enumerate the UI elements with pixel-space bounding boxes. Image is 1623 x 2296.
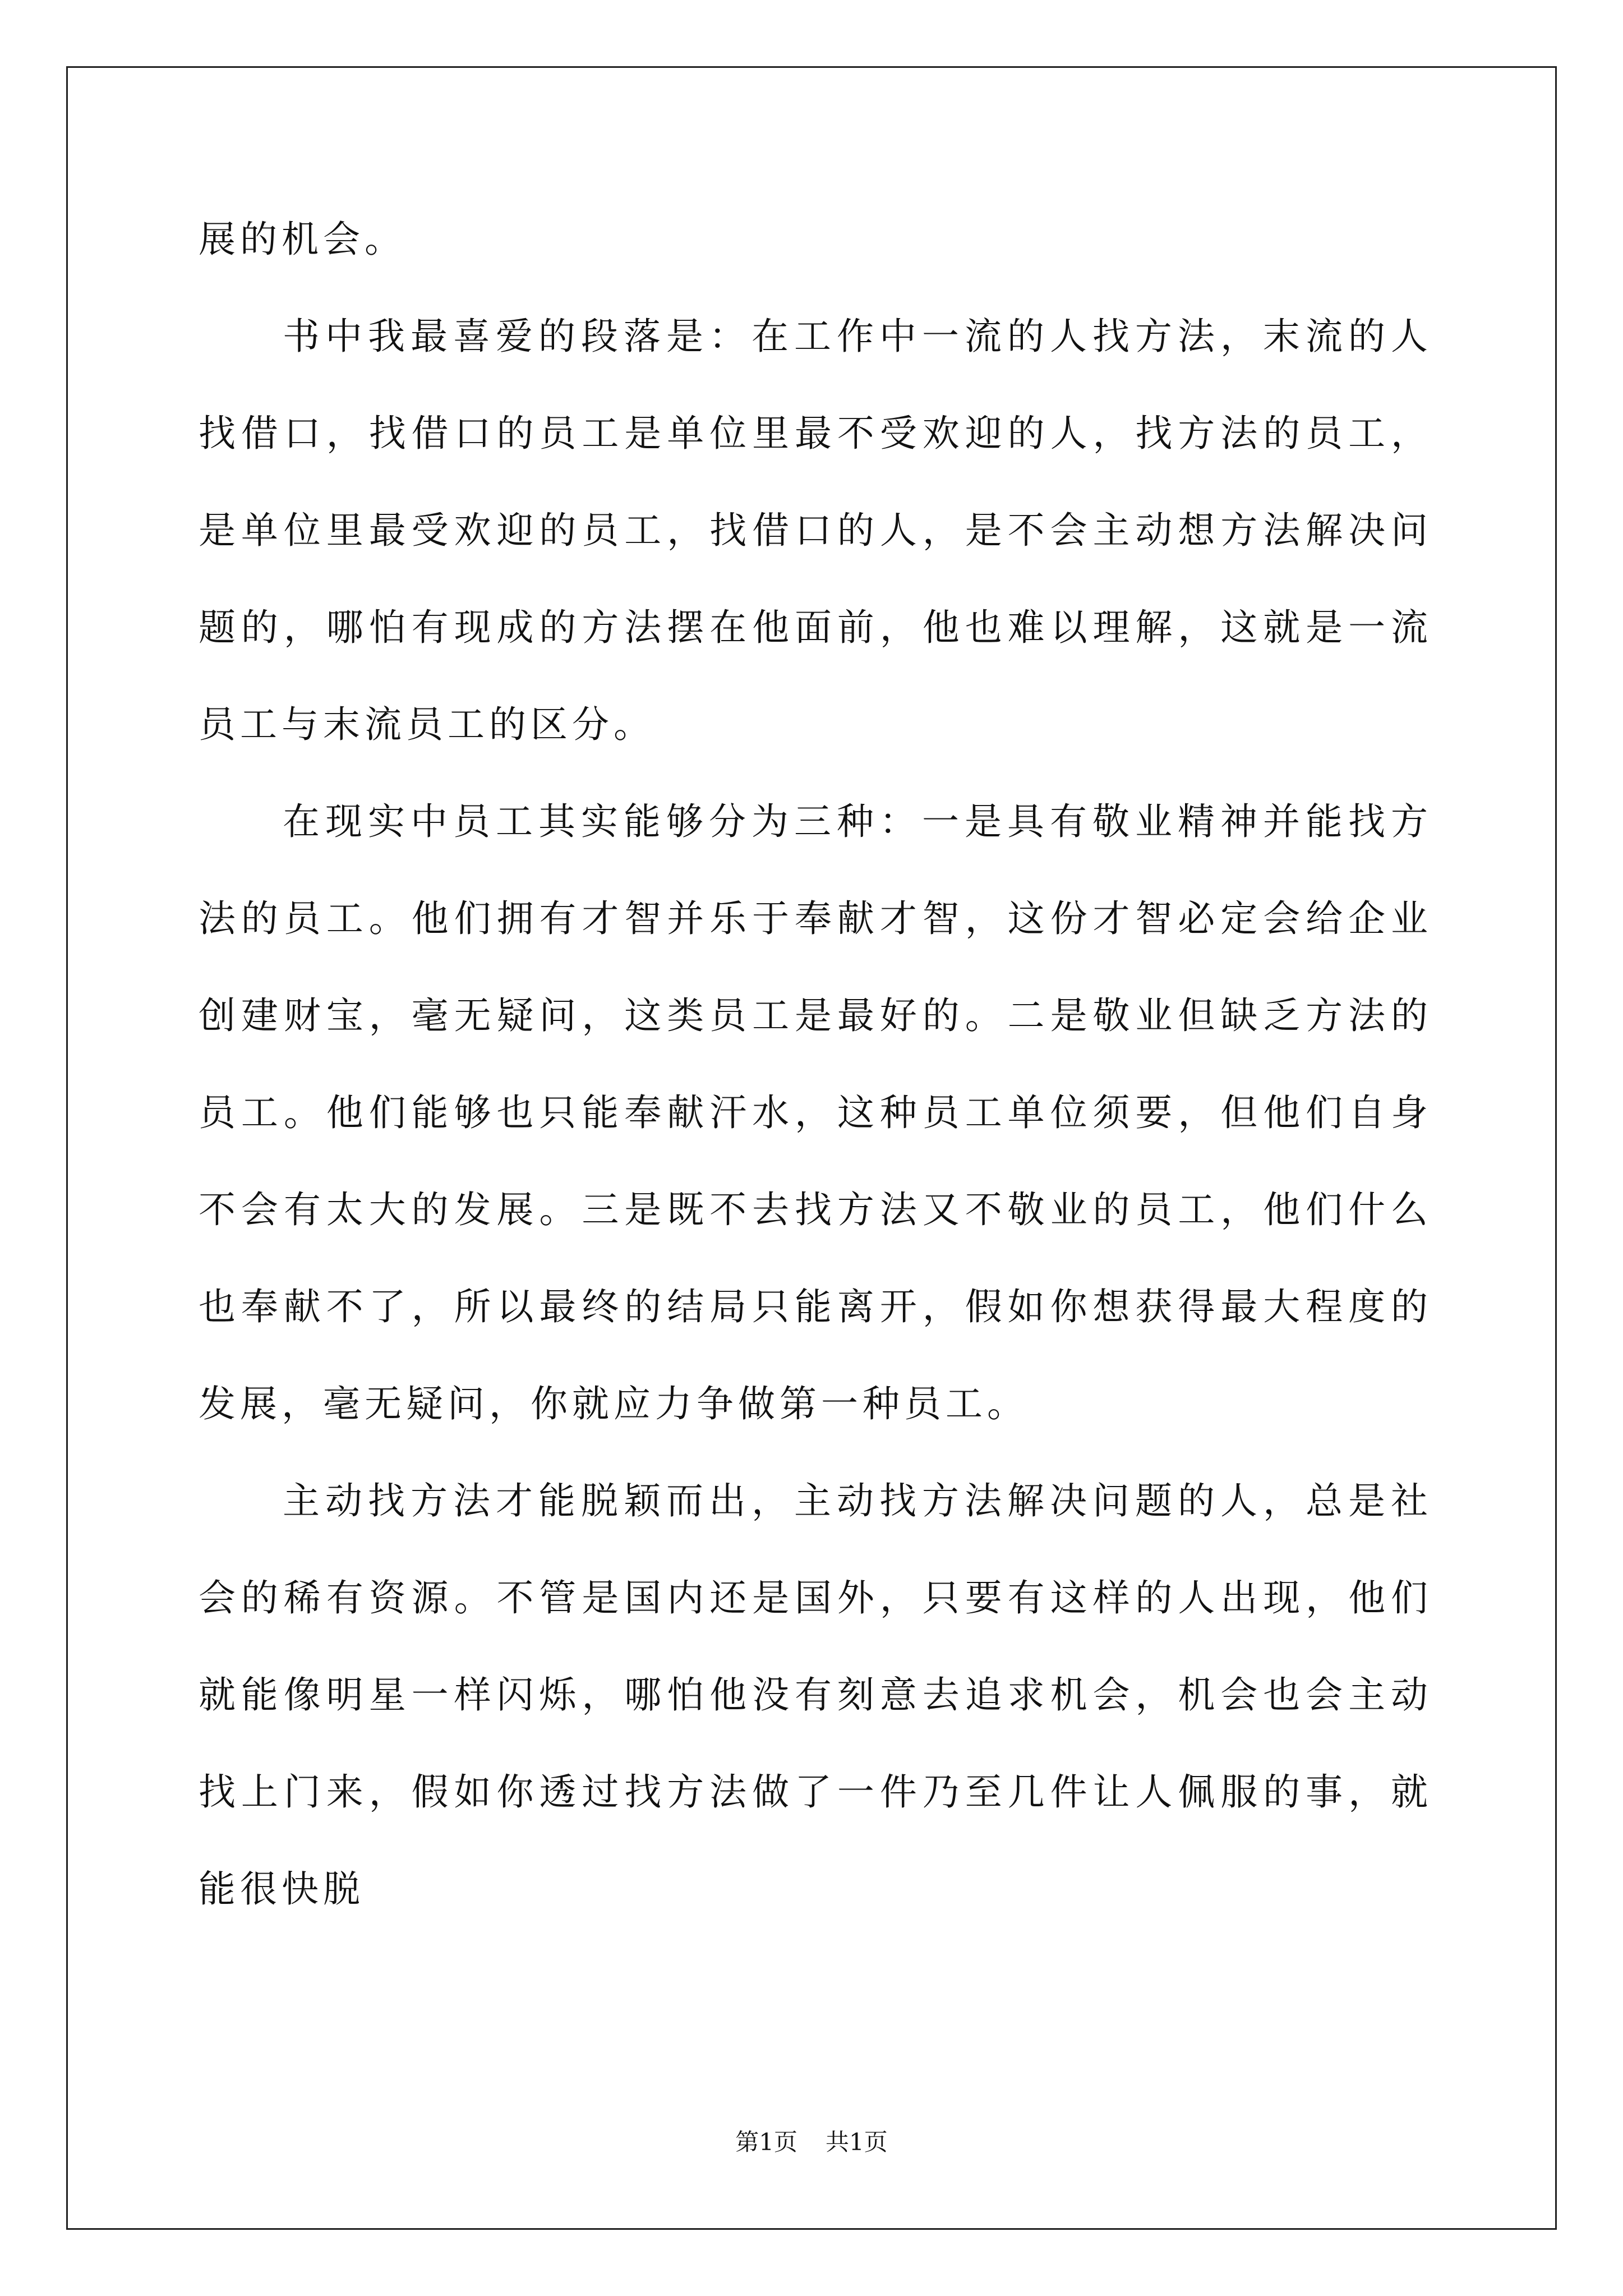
page-total: 共1页 (826, 2128, 888, 2156)
page-footer (0, 2124, 1623, 2157)
document-body (199, 191, 1432, 1938)
page-number: 第1页 (735, 2128, 797, 2156)
paragraph-1: 展的机会。 (199, 218, 406, 261)
paragraph-3: 在现实中员工其实能够分为三种：一是具有敬业精神并能找方法的员工。他们拥有才智并乐于奉献才智，这份才智必定会给企业创建财宝，毫无疑问，这类员工是最好的。二是敬业但缺乏方法的员工。他们能够也只能奉献汗水，这种员工单位须要，但他们自身不会有太大的发展。三是既不去找方法又不敬业的员工，他们什么也奉献不了，所以最终的结局只能离开，假如你想获得最大程度的发展，毫无疑问，你就应力争做第一种员工。 (199, 800, 1432, 1425)
paragraph-4: 主动找方法才能脱颖而出，主动找方法解决问题的人，总是社会的稀有资源。不管是国内还是国外，只要有这样的人出现，他们就能像明星一样闪烁，哪怕他没有刻意去追求机会，机会也会主动找上门来，假如你透过找方法做了一件乃至几件让人佩服的事，就能很快脱 (199, 1479, 1432, 1911)
paragraph-2: 书中我最喜爱的段落是：在工作中一流的人找方法，末流的人找借口，找借口的员工是单位里最不受欢迎的人，找方法的员工，是单位里最受欢迎的员工，找借口的人，是不会主动想方法解决问题的，哪怕有现成的方法摆在他面前，他也难以理解，这就是一流员工与末流员工的区分。 (199, 315, 1432, 746)
